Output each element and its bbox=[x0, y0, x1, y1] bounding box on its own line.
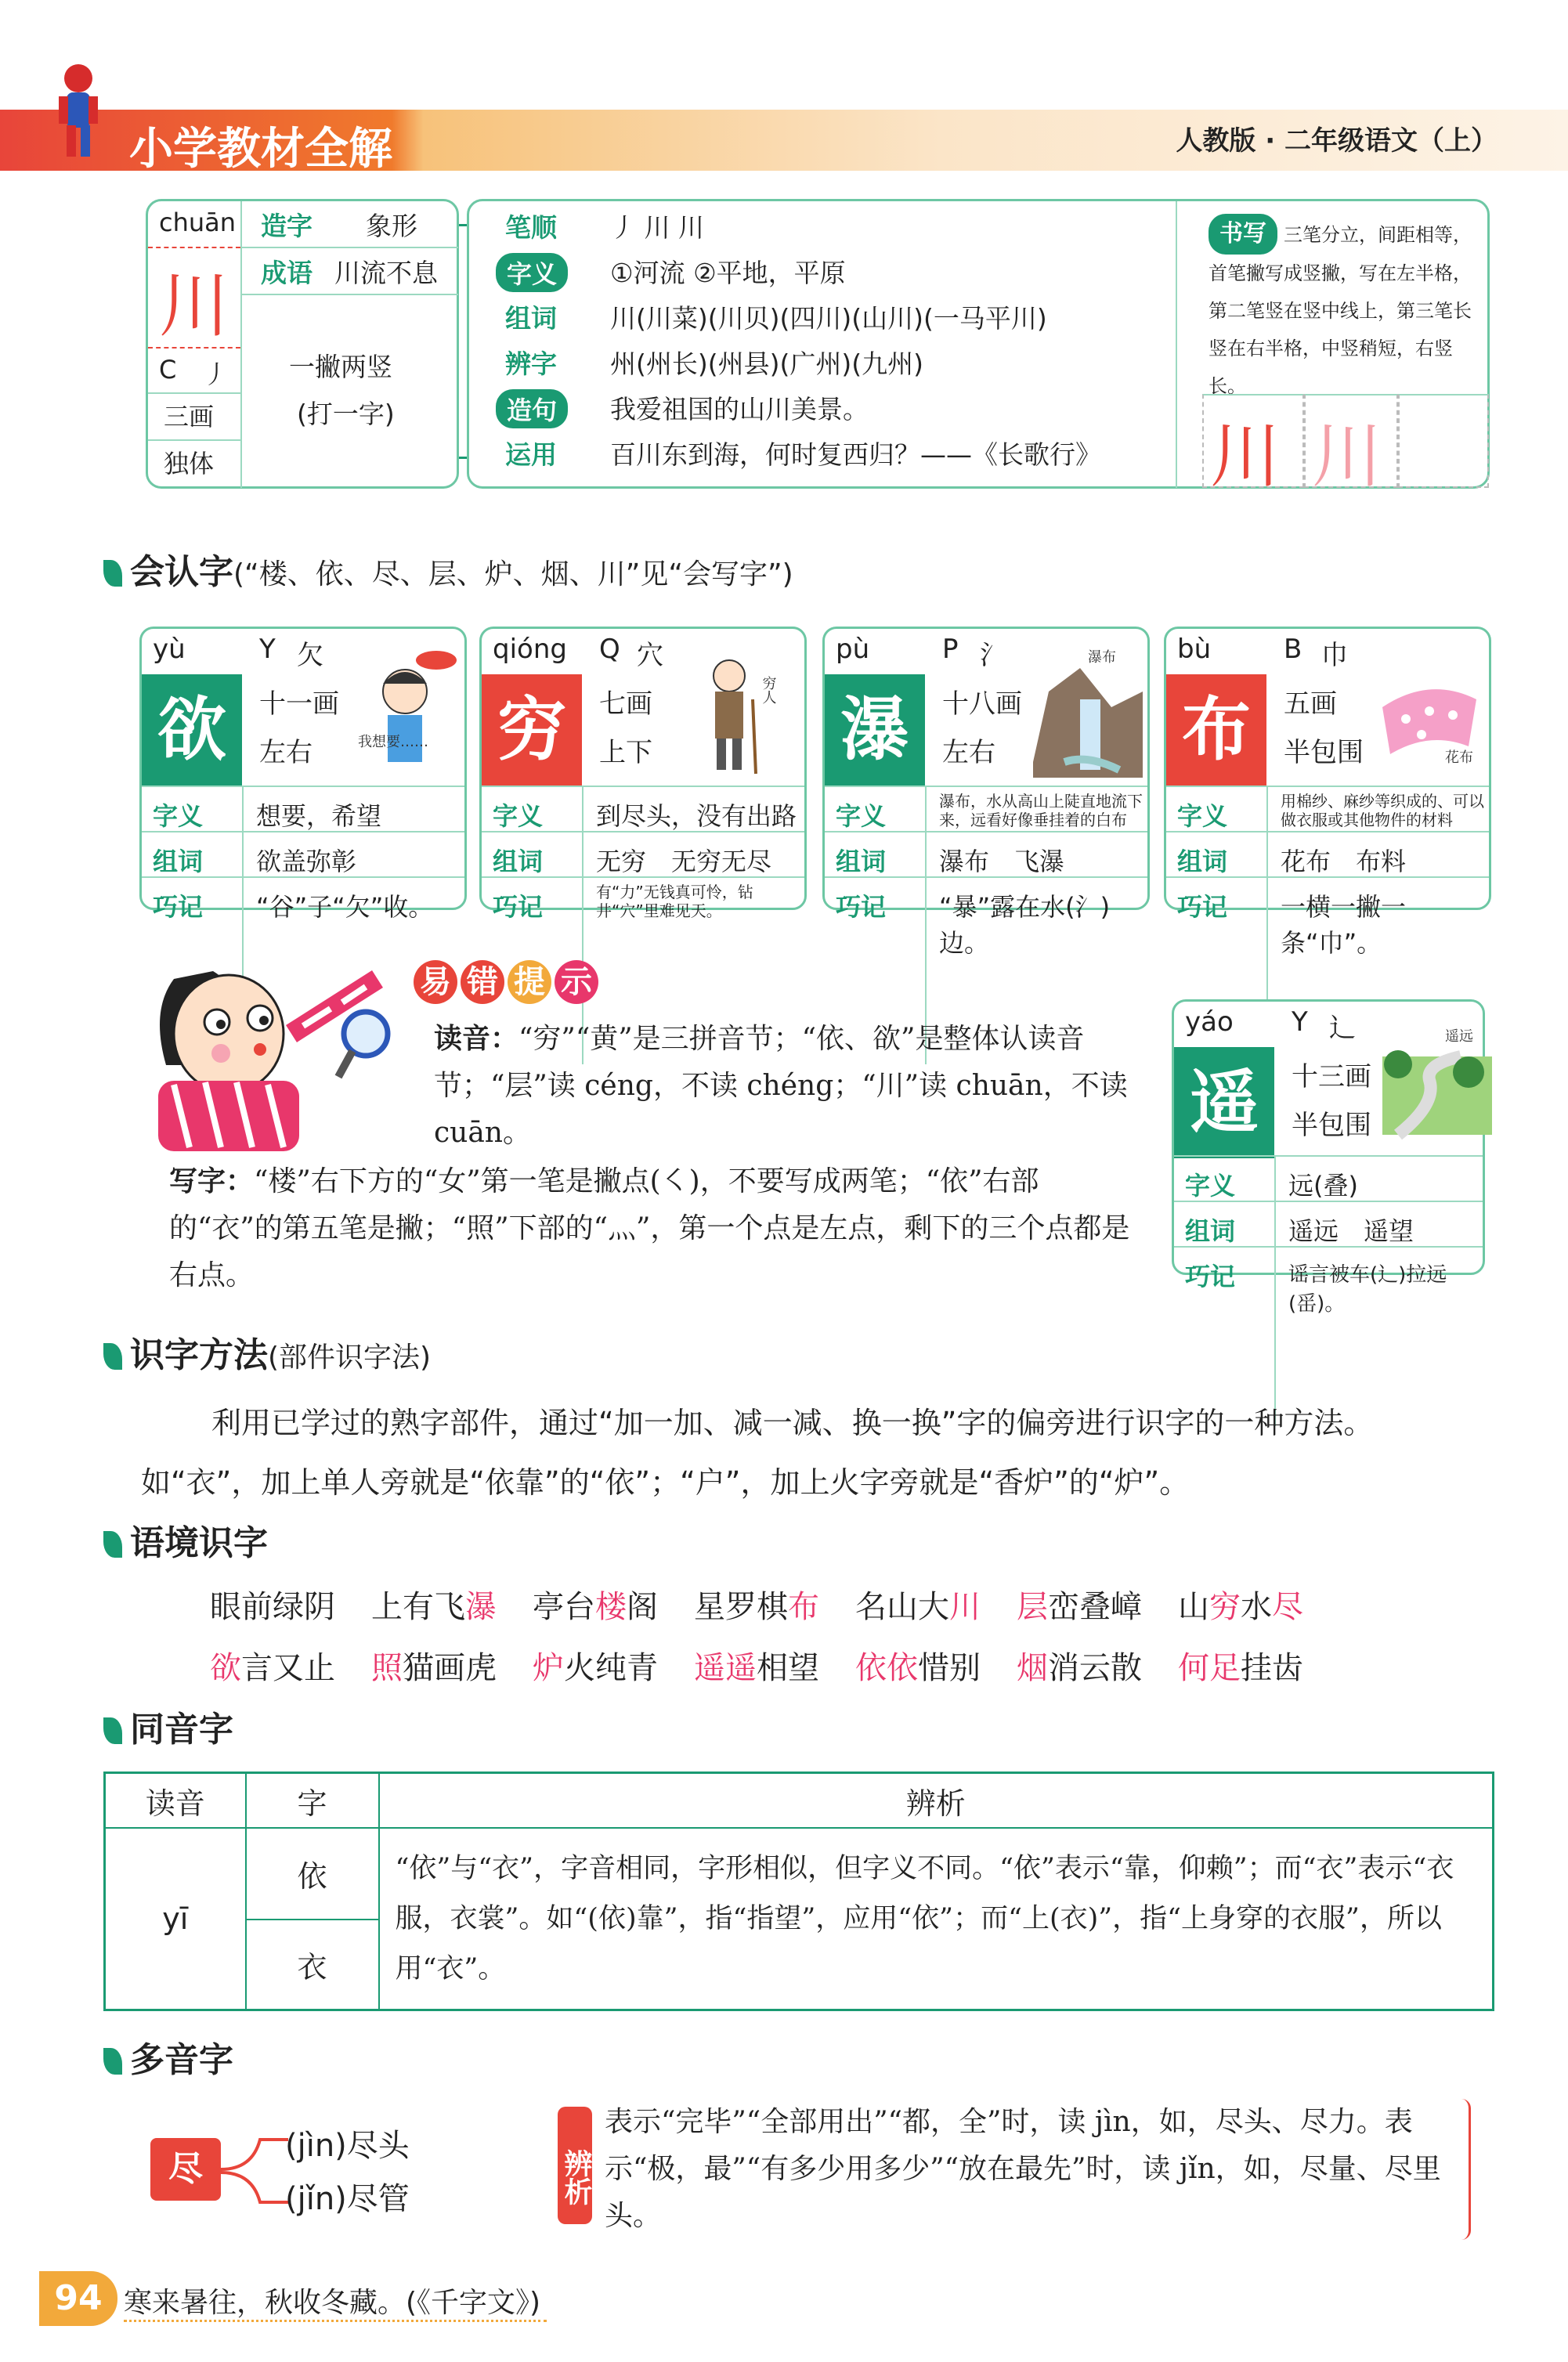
context-phrase-part: 峦叠嶂 bbox=[1048, 1589, 1142, 1625]
card-tip-label: 巧记 bbox=[153, 892, 204, 922]
leaf-icon bbox=[103, 1717, 122, 1744]
context-phrase bbox=[1017, 1589, 1142, 1625]
chuan-pinyin: chuān bbox=[159, 208, 237, 237]
riddle-note: (打一字) bbox=[297, 399, 395, 429]
context-phrase-part: 遥遥 bbox=[694, 1650, 757, 1686]
poor-man-icon bbox=[690, 645, 800, 778]
context-phrase-part: 言又止 bbox=[241, 1650, 335, 1686]
context-phrase-part: 烟 bbox=[1017, 1650, 1048, 1686]
card-char: 欲 bbox=[142, 674, 242, 786]
context-phrase-part: 名山大 bbox=[855, 1589, 949, 1625]
card-strokes: 十八画 bbox=[942, 688, 1022, 720]
card-meaning-label: 字义 bbox=[1177, 801, 1228, 831]
context-phrase-part: 星罗棋 bbox=[694, 1589, 788, 1625]
chengyu-value: 川流不息 bbox=[334, 258, 438, 288]
chuan-char: 川 bbox=[159, 265, 229, 347]
context-phrase bbox=[855, 1589, 981, 1625]
context-phrase-part: 炉 bbox=[533, 1650, 564, 1686]
card-char: 瀑 bbox=[825, 674, 925, 786]
chuan-row-label: 字义 bbox=[496, 253, 568, 292]
page-number: 94 bbox=[39, 2271, 117, 2326]
polyphone-analysis-tag: 辨析 bbox=[558, 2107, 592, 2224]
context-phrase-part: 瀑 bbox=[465, 1589, 497, 1625]
context-phrase-part: 相望 bbox=[757, 1650, 819, 1686]
card-words-label: 组词 bbox=[836, 847, 887, 876]
homophone-char-1: 依 bbox=[246, 1828, 379, 1920]
card-strokes: 七画 bbox=[599, 688, 652, 720]
card-words-label: 组词 bbox=[1177, 847, 1228, 876]
context-phrase-part: 层 bbox=[1017, 1589, 1048, 1625]
card-meaning-label: 字义 bbox=[836, 801, 887, 831]
context-row-1 bbox=[210, 1582, 1339, 1627]
context-phrase bbox=[694, 1589, 819, 1625]
chuan-initial: C bbox=[159, 355, 177, 385]
context-heading: 语境识字 bbox=[103, 1515, 268, 1565]
chuan-row-label: 组词 bbox=[505, 303, 557, 334]
chuan-radical: 丿 bbox=[203, 359, 229, 389]
practice-char-1: 川 bbox=[1210, 415, 1281, 497]
context-phrase bbox=[533, 1589, 658, 1625]
yao-pic-label: 遥远 bbox=[1445, 1028, 1473, 1045]
context-phrase bbox=[371, 1589, 497, 1625]
homophone-reading: yī bbox=[105, 1828, 246, 2010]
card-pic-label: 花布 bbox=[1445, 749, 1473, 766]
card-structure: 左右 bbox=[259, 737, 313, 768]
card-pinyin: pù bbox=[836, 634, 870, 665]
card-meaning-label: 字义 bbox=[153, 801, 204, 831]
card-structure: 上下 bbox=[599, 737, 652, 768]
char-card bbox=[479, 627, 807, 922]
waterfall-icon bbox=[1033, 645, 1143, 778]
edition-label: 人教版 · 二年级语文（上） bbox=[1176, 125, 1498, 157]
chuan-detail-box bbox=[467, 199, 1490, 497]
card-radical: 氵 bbox=[980, 640, 1006, 671]
chuan-row-label: 笔顺 bbox=[505, 212, 557, 243]
zaozi-value: 象形 bbox=[366, 211, 417, 241]
context-phrase-part: 依依 bbox=[855, 1650, 918, 1686]
card-strokes: 十一画 bbox=[259, 688, 339, 720]
method-text-2: 如“衣”，加上单人旁就是“依靠”的“依”；“户”，加上火字旁就是“香炉”的“炉”。 bbox=[141, 1465, 1190, 1500]
card-structure: 半包围 bbox=[1284, 737, 1364, 768]
context-phrase-part: 上有飞 bbox=[371, 1589, 465, 1625]
card-radical: 穴 bbox=[637, 640, 663, 671]
col-reading: 读音 bbox=[105, 1773, 246, 1829]
card-tip-label: 巧记 bbox=[1177, 892, 1228, 922]
char-card bbox=[822, 627, 1150, 958]
context-phrase-part: 阁 bbox=[627, 1589, 658, 1625]
spiderman-mascot-icon bbox=[43, 61, 114, 163]
col-char: 字 bbox=[246, 1773, 379, 1829]
context-phrase bbox=[371, 1650, 497, 1686]
card-char: 穷 bbox=[482, 674, 582, 786]
chuan-row-value: 川(川菜)(川贝)(四川)(山川)(一马平川) bbox=[610, 303, 1047, 334]
card-initial: P bbox=[942, 634, 959, 665]
context-phrase-part: 猫画虎 bbox=[403, 1650, 497, 1686]
recognize-note: (“楼、依、尽、层、炉、烟、川”见“会写字”) bbox=[233, 558, 793, 590]
method-note: (部件识字法) bbox=[268, 1342, 432, 1374]
girl-magnifier-icon bbox=[143, 948, 409, 1151]
char-card bbox=[139, 627, 467, 922]
context-phrase-part: 布 bbox=[788, 1589, 819, 1625]
card-strokes: 五画 bbox=[1284, 688, 1337, 720]
char-card bbox=[1164, 627, 1491, 958]
writing-guide: 三笔分立，间距相等，首笔撇写成竖撇，写在左半格，第二笔竖在竖中线上，第三笔长竖在右半格，中竖稍短，右竖长。 bbox=[1209, 224, 1472, 397]
chuan-row-value: ①河流 ②平地，平原 bbox=[610, 258, 846, 288]
card-meaning-label: 字义 bbox=[493, 801, 544, 831]
context-phrase-part: 消云散 bbox=[1048, 1650, 1142, 1686]
context-phrase bbox=[694, 1650, 819, 1686]
card-pinyin: yù bbox=[153, 634, 186, 665]
homophone-table bbox=[103, 1772, 1494, 2011]
bracket-icon bbox=[221, 2124, 291, 2218]
card-structure: 左右 bbox=[942, 737, 995, 768]
context-phrase-part: 山 bbox=[1178, 1589, 1209, 1625]
card-tip-label: 巧记 bbox=[836, 892, 887, 922]
chuan-structure: 独体 bbox=[164, 449, 215, 479]
context-phrase bbox=[855, 1650, 981, 1686]
yao-char: 遥 bbox=[1174, 1047, 1274, 1158]
context-phrase-part: 楼 bbox=[595, 1589, 627, 1625]
reading-label: 读音： bbox=[434, 1022, 519, 1055]
card-pic-label: 瀑布 bbox=[1088, 649, 1116, 666]
context-phrase-part: 火纯青 bbox=[564, 1650, 658, 1686]
riddle-text: 一撇两竖 bbox=[289, 352, 392, 382]
method-text-1: 利用已学过的熟字部件，通过“加一加、减一减、换一换”字的偏旁进行识字的一种方法。 bbox=[211, 1406, 1374, 1440]
writing-tag: 书写 bbox=[1209, 214, 1277, 255]
method-heading: 识字方法(部件识字法) bbox=[103, 1327, 431, 1377]
homophone-heading: 同音字 bbox=[103, 1701, 233, 1751]
writing-label: 写字： bbox=[169, 1165, 255, 1197]
series-title: 小学教材全解 bbox=[129, 124, 392, 175]
polyphone-heading: 多音字 bbox=[103, 2032, 233, 2082]
chengyu-label: 成语 bbox=[261, 258, 313, 288]
card-words: 无穷 无穷无尽 bbox=[596, 847, 772, 876]
card-meaning: 用棉纱、麻纱等织成的、可以做衣服或其他物件的材料 bbox=[1281, 792, 1484, 829]
card-tip: “暴”露在水(氵)边。 bbox=[939, 892, 1111, 958]
card-meaning: 瀑布，水从高山上陡直地流下来，远看好像垂挂着的白布 bbox=[939, 792, 1143, 829]
leaf-icon bbox=[103, 2048, 122, 2075]
card-initial: Y bbox=[259, 634, 276, 665]
col-analysis: 辨析 bbox=[379, 1773, 1494, 1829]
context-phrase-part: 齿 bbox=[1272, 1650, 1303, 1686]
context-phrase bbox=[1178, 1589, 1303, 1625]
card-words: 花布 布料 bbox=[1281, 847, 1407, 876]
chuan-row-value: 丿 川 川 bbox=[610, 212, 704, 243]
recognize-heading: 会认字(“楼、依、尽、层、炉、烟、川”见“会写字”) bbox=[103, 544, 793, 594]
leaf-icon bbox=[103, 1531, 122, 1558]
polyphone-reading-2: (jǐn)尽管 bbox=[285, 2181, 410, 2217]
card-char: 布 bbox=[1166, 674, 1266, 786]
leaf-icon bbox=[103, 560, 122, 587]
context-phrase bbox=[533, 1650, 658, 1686]
zaozi-label: 造字 bbox=[261, 211, 313, 241]
context-phrase-part: 水 bbox=[1241, 1589, 1272, 1625]
context-phrase bbox=[1017, 1650, 1142, 1686]
chuan-row-label: 造句 bbox=[496, 389, 568, 428]
card-pic-label: 穷人 bbox=[760, 676, 777, 704]
context-phrase bbox=[1178, 1650, 1303, 1686]
card-pinyin: bù bbox=[1177, 634, 1212, 665]
card-words-label: 组词 bbox=[153, 847, 204, 876]
context-phrase-part: 何足 bbox=[1178, 1650, 1241, 1686]
card-pic-label: 我想要…… bbox=[358, 734, 428, 750]
context-row-2 bbox=[210, 1643, 1339, 1688]
leaf-icon bbox=[103, 1343, 122, 1370]
flower-cloth-icon bbox=[1375, 645, 1484, 778]
chuan-row-label: 运用 bbox=[505, 439, 557, 470]
context-phrase-part: 川 bbox=[949, 1589, 981, 1625]
context-phrase-part: 惜别 bbox=[918, 1650, 981, 1686]
context-phrase-part: 欲 bbox=[210, 1650, 241, 1686]
card-tip-label: 巧记 bbox=[493, 892, 544, 922]
card-meaning: 想要，希望 bbox=[256, 801, 382, 831]
practice-char-2: 川 bbox=[1312, 415, 1382, 497]
card-radical: 巾 bbox=[1321, 640, 1348, 671]
context-phrase-part: 照 bbox=[371, 1650, 403, 1686]
context-phrase-part: 挂 bbox=[1241, 1650, 1272, 1686]
chuan-row-value: 州(州长)(州县)(广州)(九州) bbox=[610, 349, 923, 379]
card-meaning: 到尽头，没有出路 bbox=[596, 801, 797, 831]
card-pinyin: qióng bbox=[493, 634, 567, 665]
context-phrase-part: 尽 bbox=[1272, 1589, 1303, 1625]
card-tip: 有“力”无钱真可怜，钻井“穴”里难见天。 bbox=[596, 883, 753, 920]
error-reading-text: 读音：“穷”“黄”是三拼音节；“依、欲”是整体认读音节；“层”读 céng，不读 chéng；“川”读 chuān，不读 cuān。 bbox=[434, 1022, 1128, 1149]
chuan-info-box bbox=[146, 199, 459, 489]
chuan-strokes: 三画 bbox=[164, 402, 215, 432]
homophone-analysis: “依”与“衣”，字音相同，字形相似，但字义不同。“依”表示“靠，仰赖”；而“衣”表示“衣服，衣裳”。如“(依)靠”，指“指望”，应用“依”；而“上(衣)”，指“上身穿的衣服”，所以用“衣”。 bbox=[379, 1828, 1494, 2010]
error-writing-text: 写字：“楼”右下方的“女”第一笔是撇点(㇛)，不要写成两笔；“依”右部的“衣”的第五笔是撇；“照”下部的“灬”，第一个点是左点，剩下的三个点都是右点。 bbox=[169, 1165, 1130, 1291]
card-words-label: 组词 bbox=[493, 847, 544, 876]
card-tip: 一横一撇一条“巾”。 bbox=[1281, 892, 1407, 958]
context-phrase bbox=[210, 1589, 335, 1625]
card-words: 欲盖弥彰 bbox=[256, 847, 357, 876]
context-phrase-part: 穷 bbox=[1209, 1589, 1241, 1625]
context-phrase-part: 亭台 bbox=[533, 1589, 595, 1625]
chuan-row-value: 百川东到海，何时复西归？——《长歌行》 bbox=[610, 439, 1101, 470]
footer-quote: 寒来暑往，秋收冬藏。(《千字文》) bbox=[124, 2287, 541, 2319]
char-card-yao: yáo Y 辶 遥 十三画 半包围 遥远 字义 远(叠) 组词 遥远 遥望 巧记 谣言被车(辶)拉远(䍃)。 bbox=[1172, 999, 1485, 1275]
context-phrase bbox=[210, 1650, 335, 1686]
card-words: 瀑布 飞瀑 bbox=[939, 847, 1065, 876]
homophone-char-2: 衣 bbox=[246, 1920, 379, 2010]
polyphone-analysis-text: 表示“完毕”“全部用出”“都，全”时，读 jìn，如，尽头、尽力。表示“极，最”“有多少用多少”“放在最先”时，读 jǐn，如，尽量、尽里头。 bbox=[605, 2099, 1471, 2240]
card-initial: B bbox=[1284, 634, 1302, 665]
polyphone-char: 尽 bbox=[150, 2138, 221, 2201]
boy-car-icon bbox=[350, 645, 460, 778]
card-radical: 欠 bbox=[297, 640, 323, 671]
card-tip: “谷”子“欠”收。 bbox=[256, 892, 434, 922]
card-initial: Q bbox=[599, 634, 620, 665]
chuan-row-label: 辨字 bbox=[505, 349, 557, 379]
road-landscape-icon bbox=[1382, 1017, 1492, 1150]
polyphone-reading-1: (jìn)尽头 bbox=[285, 2128, 410, 2164]
context-phrase-part: 眼前绿阴 bbox=[210, 1589, 335, 1625]
chuan-row-value: 我爱祖国的山川美景。 bbox=[610, 394, 869, 424]
